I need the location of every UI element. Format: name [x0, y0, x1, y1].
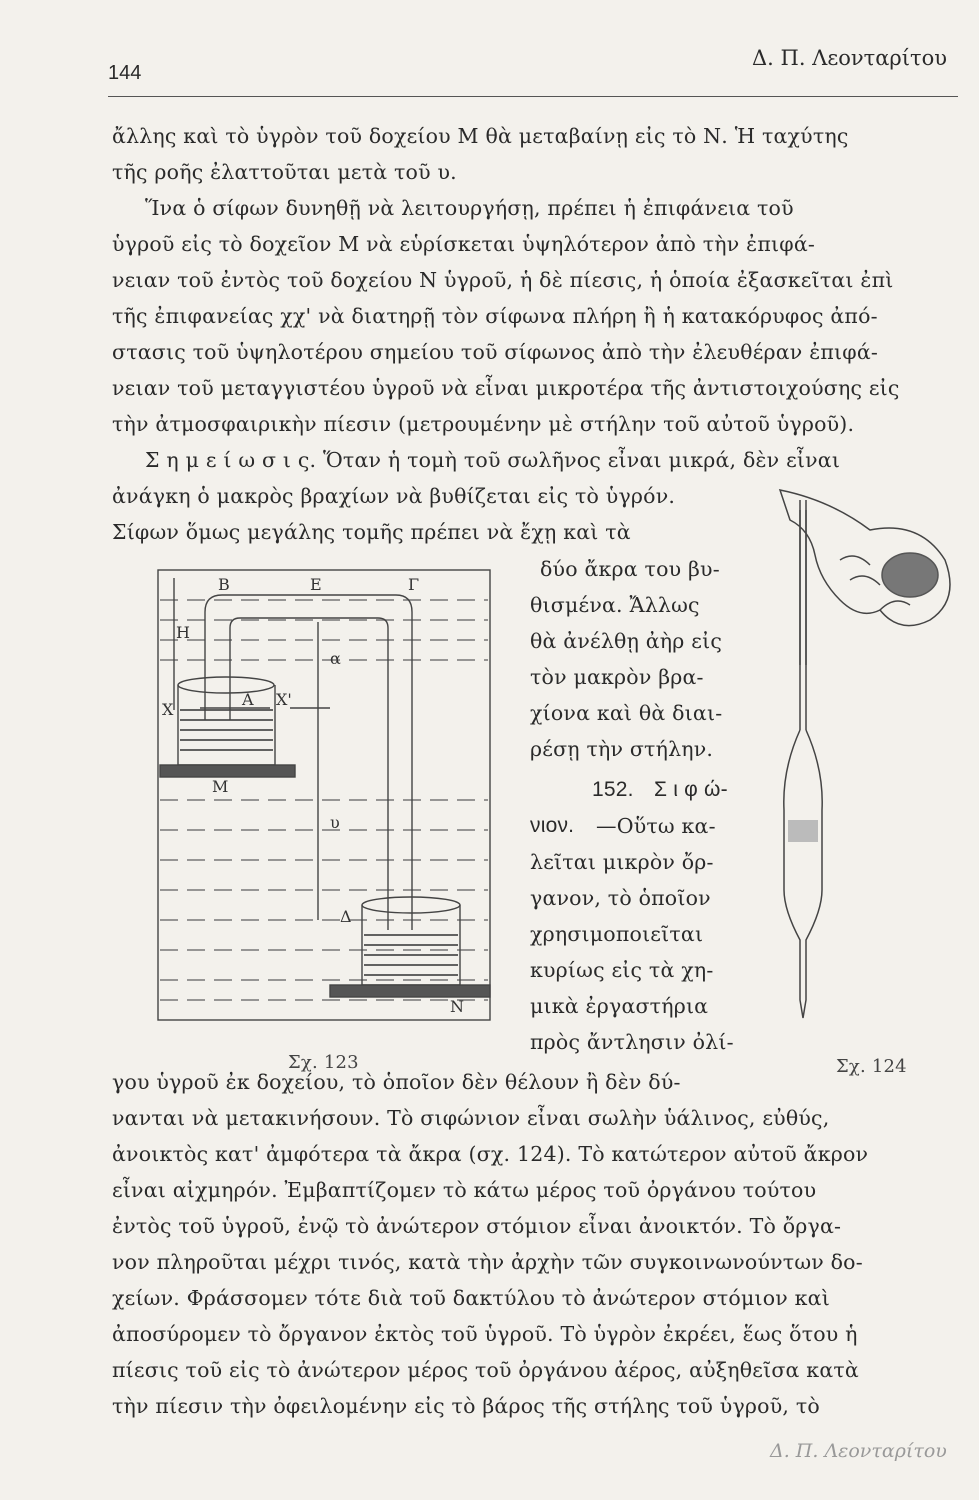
text-line: ἀποσύρομεν τὸ ὄργανον ἐκτὸς τοῦ ὑγροῦ. Τὸ ὑγρὸν ἐκρέει, ἕως ὅτου ἡ [112, 1322, 858, 1346]
label-d: Δ [340, 907, 352, 926]
text-line: τὴν ἀτμοσφαιρικὴν πίεσιν (μετρουμένην μὲ στήλην τοῦ αὐτοῦ ὑγροῦ). [112, 412, 855, 436]
footer-author: Δ. Π. Λεονταρίτου [770, 1440, 947, 1462]
text-line: Σίφων ὅμως μεγάλης τομῆς πρέπει νὰ ἔχῃ καὶ τὰ [112, 520, 631, 544]
text-line: χίονα καὶ θὰ διαι- [530, 701, 723, 725]
text-line: εἶναι αἰχμηρόν. Ἐμβαπτίζομεν τὸ κάτω μέρος τοῦ ὀργάνου τούτου [112, 1178, 817, 1202]
text-line: δύο ἄκρα του βυ- [540, 557, 720, 581]
label-m: Μ [212, 777, 229, 796]
text-line: μικὰ ἐργαστήρια [530, 994, 709, 1018]
section-number: 152. [592, 778, 634, 801]
label-e: E [310, 575, 322, 594]
figure-123-caption: Σχ. 123 [288, 1052, 359, 1073]
text-line: χρησιμοποιεῖται [530, 922, 704, 946]
text-line: ἐντὸς τοῦ ὑγροῦ, ἐνῷ τὸ ἀνώτερον στόμιον εἶναι ἀνοικτόν. Τὸ ὄργα- [112, 1214, 842, 1238]
page-number: 144 [108, 62, 142, 84]
text-line: κυρίως εἰς τὰ χη- [530, 958, 714, 982]
label-v: υ [330, 813, 340, 832]
text-line: ἀνάγκη ὁ μακρὸς βραχίων νὰ βυθίζεται εἰς τὸ ὑγρόν. [112, 484, 676, 508]
text-line: πρὸς ἄντλησιν ὀλί- [530, 1030, 734, 1054]
header-rule [108, 96, 958, 97]
label-x-prime: Χ' [276, 690, 292, 709]
text-line: τὴν πίεσιν τὴν ὀφειλομένην εἰς τὸ βάρος τῆς στήλης τοῦ ὑγροῦ, τὸ [112, 1394, 820, 1418]
text-line: τῆς ἐπιφανείας χχ' νὰ διατηρῇ τὸν σίφωνα πλήρη ἢ ἡ κατακόρυφος ἀπό- [112, 304, 878, 328]
text-line: —Οὕτω κα- [596, 814, 716, 838]
text-line: θισμένα. Ἄλλως [530, 593, 700, 617]
figure-124-caption: Σχ. 124 [836, 1056, 907, 1077]
text-line: γανον, τὸ ὁποῖον [530, 886, 711, 910]
label-g: Γ [408, 575, 420, 594]
label-alpha: α [330, 649, 341, 668]
label-x: Χ [162, 700, 174, 719]
section-title: Σ ι φ ώ- [654, 778, 728, 801]
siphon-diagram [150, 560, 500, 1030]
text-line: νανται νὰ μετακινήσουν. Τὸ σιφώνιον εἶναι σωλὴν ὑάλινος, εὐθύς, [112, 1106, 830, 1130]
text-line: λεῖται μικρὸν ὄρ- [530, 850, 714, 874]
label-n: Ν [450, 997, 464, 1016]
text-line: τὸν μακρὸν βρα- [530, 665, 704, 689]
text-line: Ἵνα ὁ σίφων δυνηθῇ νὰ λειτουργήσῃ, πρέπει ἡ ἐπιφάνεια τοῦ [145, 196, 794, 220]
running-header-author: Δ. Π. Λεονταρίτου [752, 46, 948, 70]
text-line: πίεσις τοῦ εἰς τὸ ἀνώτερον μέρος τοῦ ὀργάνου ἀέρος, αὐξηθεῖσα κατὰ [112, 1358, 859, 1382]
section-title-cont: νιον. [530, 814, 575, 837]
text-line: ἄλλης καὶ τὸ ὑγρὸν τοῦ δοχείου Μ θὰ μεταβαίνῃ εἰς τὸ Ν. Ἡ ταχύτης [112, 124, 849, 148]
label-h: Η [176, 623, 190, 642]
note-line: Σ η μ ε ί ω σ ι ς. Ὅταν ἡ τομὴ τοῦ σωλῆνος εἶναι μικρά, δὲν εἶναι [145, 448, 841, 472]
pipette-illustration [770, 470, 970, 1030]
text-line: θὰ ἀνέλθῃ ἀὴρ εἰς [530, 629, 722, 653]
text-line: τῆς ροῆς ἐλαττοῦται μετὰ τοῦ υ. [112, 160, 457, 184]
text-line: στασις τοῦ ὑψηλοτέρου σημείου τοῦ σίφωνος ἀπὸ τὴν ἐλευθέραν ἐπιφά- [112, 340, 879, 364]
text-line: νειαν τοῦ μεταγγιστέου ὑγροῦ νὰ εἶναι μικροτέρα τῆς ἀντιστοιχούσης εἰς [112, 376, 900, 400]
text-line: ρέσῃ τὴν στήλην. [530, 737, 714, 761]
text-line: ὑγροῦ εἰς τὸ δοχεῖον Μ νὰ εὑρίσκεται ὑψηλότερον ἀπὸ τὴν ἐπιφά- [112, 232, 815, 256]
text-line: νον πληροῦται μέχρι τινός, κατὰ τὴν ἀρχὴν τῶν συγκοινωνούντων δο- [112, 1250, 863, 1274]
text-line: γου ὑγροῦ ἐκ δοχείου, τὸ ὁποῖον δὲν θέλουν ἢ δὲν δύ- [112, 1070, 681, 1094]
text-line: χείων. Φράσσομεν τότε διὰ τοῦ δακτύλου τὸ ἀνώτερον στόμιον καὶ [112, 1286, 830, 1310]
text-line: νειαν τοῦ ἐντὸς τοῦ δοχείου Ν ὑγροῦ, ἡ δὲ πίεσις, ἡ ὁποία ἐξασκεῖται ἐπὶ [112, 268, 894, 292]
label-a: Α [242, 690, 254, 709]
label-b: B [218, 575, 230, 594]
text-line: ἀνοικτὸς κατ' ἀμφότερα τὰ ἄκρα (σχ. 124). Τὸ κατώτερον αὐτοῦ ἄκρον [112, 1142, 869, 1166]
